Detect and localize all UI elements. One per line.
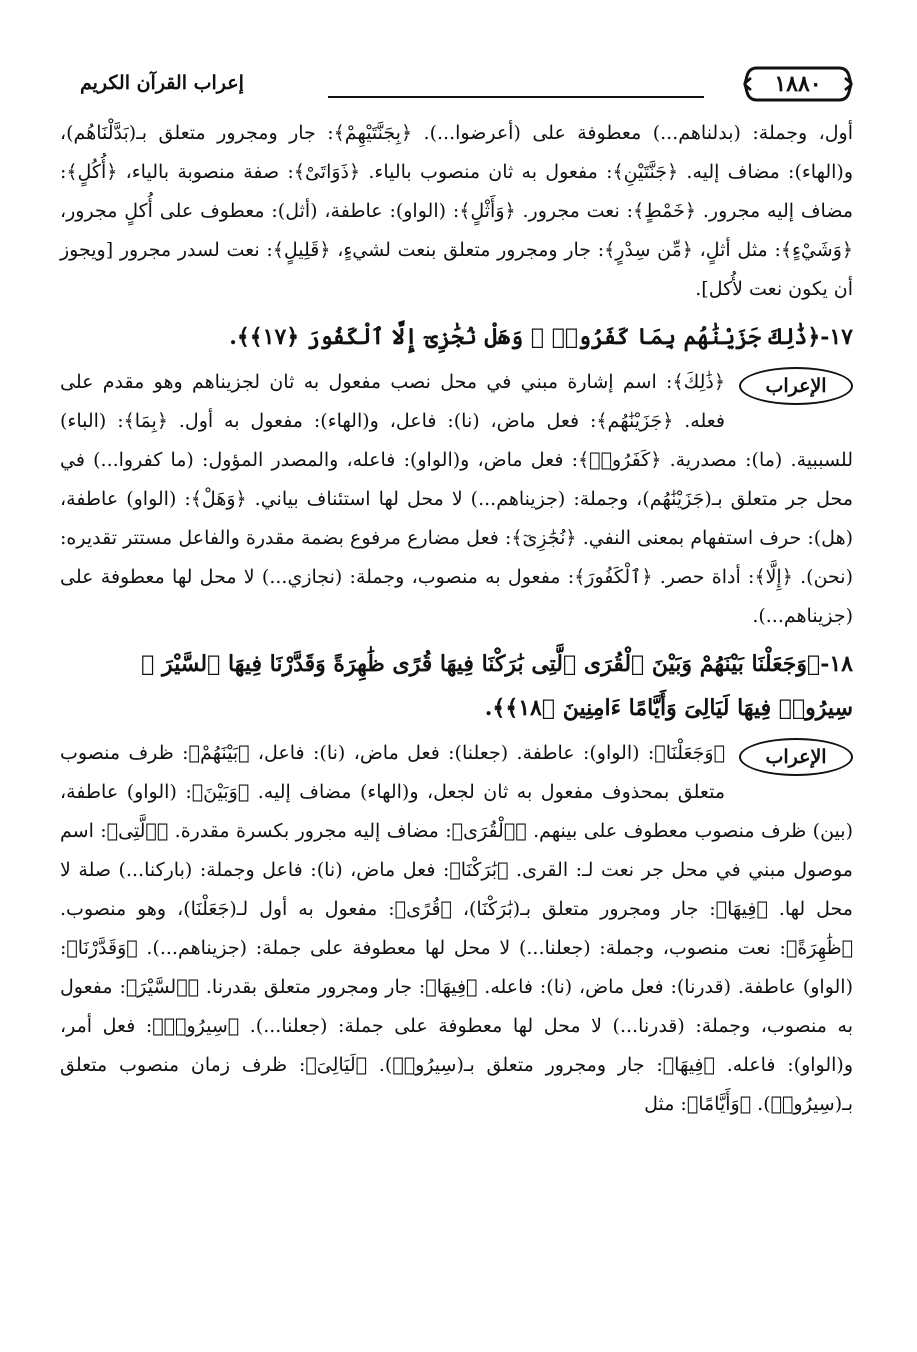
- verse-text: ﴿وَجَعَلْنَا بَيْنَهُمْ وَبَيْنَ ٱلْقُرَى ٱلَّتِى بَٰرَكْنَا فِيهَا قُرًى ظَٰهِرَةً وَقَدَّرْنَا فِيهَا ٱلسَّيْرَ ۖ سِيرُوا۟ فِيهَا لَيَالِىَ وَأَيَّامًا ءَامِنِينَ ﴿١٨﴾﴾.: [141, 651, 853, 721]
- irab-paragraph: ﴿وَجَعَلْنَا﴾: (الواو): عاطفة. (جعلنا): فعل ماض، (نا): فاعل، ﴿بَيْنَهُمْ﴾: ظرف منصوب متعلق بمحذوف مفعول به ثان لجعل، و(الهاء) مضاف إليه. ﴿وَبَيْنَ﴾: (الواو) عاطفة، (بين) ظرف منصوب معطوف على بينهم. ﴿ٱلْقُرَى﴾: مضاف إليه مجرور بكسرة مقدرة. ﴿ٱلَّتِى﴾: اسم موصول مبني في محل جر نعت لـ: القرى. ﴿بَٰرَكْنَا﴾: فعل ماض، (نا): فاعل وجملة: (باركنا...) صلة لا محل لها. ﴿فِيهَا﴾: جار ومجرور متعلق بـ(بَٰرَكْنَا)، ﴿قُرًى﴾: مفعول به أول لـ(جَعَلْنَا)، وهو منصوب. ﴿ظَٰهِرَةً﴾: نعت منصوب، وجملة: (جعلنا...) لا محل لها معطوفة على جملة: (جزيناهم...). ﴿وَقَدَّرْنَا﴾: (الواو) عاطفة. (قدرنا): فعل ماض، (نا): فاعله. ﴿فِيهَا﴾: جار ومجرور متعلق بقدرنا. ﴿ٱلسَّيْرَ﴾: مفعول به منصوب، وجملة: (قدرنا...) لا محل لها معطوفة على جملة: (جعلنا...). ﴿سِيرُوا۟﴾: فعل أمر، و(الواو): فاعله. ﴿فِيهَا﴾: جار ومجرور متعلق بـ(سِيرُوا۟). ﴿لَيَالِىَ﴾: ظرف زمان منصوب متعلق بـ(سِيرُوا۟). ﴿وَأَيَّامًا﴾: مثل: [60, 742, 853, 1115]
- page-number: ١٨٨٠: [774, 71, 822, 97]
- running-title: إعراب القرآن الكريم: [80, 72, 244, 94]
- header-rule: [328, 96, 704, 98]
- intro-paragraph: أول، وجملة: (بدلناهم...) معطوفة على (أعرضوا...). ﴿بِجَنَّتَيْهِمْ﴾: جار ومجرور متعلق بـ(بَدَّلْنَاهُم)، و(الهاء): مضاف إليه. ﴿جَنَّتَيْنِ﴾: مفعول به ثان منصوب بالياء. ﴿ذَوَاتَىْ﴾: صفة منصوبة بالياء، ﴿أُكُلٍ﴾: مضاف إليه مجرور. ﴿خَمْطٍ﴾: نعت مجرور. ﴿وَأَثْلٍ﴾: (الواو): عاطفة، (أثل): معطوف على أُكلٍ مجرور، ﴿وَشَيْءٍ﴾: مثل أثلٍ، ﴿مِّن سِدْرٍ﴾: جار ومجرور متعلق بنعت لشيءٍ، ﴿قَلِيلٍ﴾: نعت لسدر مجرور [ويجوز أن يكون نعت لأُكل].: [60, 122, 853, 300]
- verse-number: ١٧-: [820, 324, 853, 350]
- irab-section-17: [60, 363, 853, 636]
- irab-section-18: [60, 734, 853, 1124]
- page-number-frame: [743, 62, 853, 106]
- irab-badge: الإعراب: [739, 738, 853, 776]
- verse-17: [60, 315, 853, 359]
- page: [60, 62, 853, 1342]
- page-header: [60, 62, 853, 114]
- verse-text: ﴿ذَٰلِكَ جَزَيْنَٰهُم بِمَا كَفَرُوا۟ ۖ وَهَلْ نُجَٰزِىٓ إِلَّا ٱلْكَفُورَ ﴿١٧﴾﴾.: [229, 324, 821, 350]
- irab-badge: الإعراب: [739, 367, 853, 405]
- verse-number: ١٨-: [820, 651, 853, 677]
- verse-18: [60, 642, 853, 730]
- irab-paragraph: ﴿ذَٰلِكَ﴾: اسم إشارة مبني في محل نصب مفعول به ثان لجزيناهم وهو مقدم على فعله. ﴿جَزَيْنَٰهُم﴾: فعل ماض، (نا): فاعل، و(الهاء): مفعول به أول. ﴿بِمَا﴾: (الباء) للسببية. (ما): مصدرية. ﴿كَفَرُوا۟﴾: فعل ماض، و(الواو): فاعله، والمصدر المؤول: (ما كفروا...) في محل جر متعلق بـ(جَزَيْنَٰهُم)، وجملة: (جزيناهم...) لا محل لها استئناف بياني. ﴿وَهَلْ﴾: (الواو) عاطفة، (هل): حرف استفهام بمعنى النفي. ﴿نُجَٰزِىٓ﴾: فعل مضارع مرفوع بضمة مقدرة والفاعل مستتر تقديره: (نحن). ﴿إِلَّا﴾: أداة حصر. ﴿ٱلْكَفُورَ﴾: مفعول به منصوب، وجملة: (نجازي...) لا محل لها معطوفة على (جزيناهم...).: [60, 371, 853, 627]
